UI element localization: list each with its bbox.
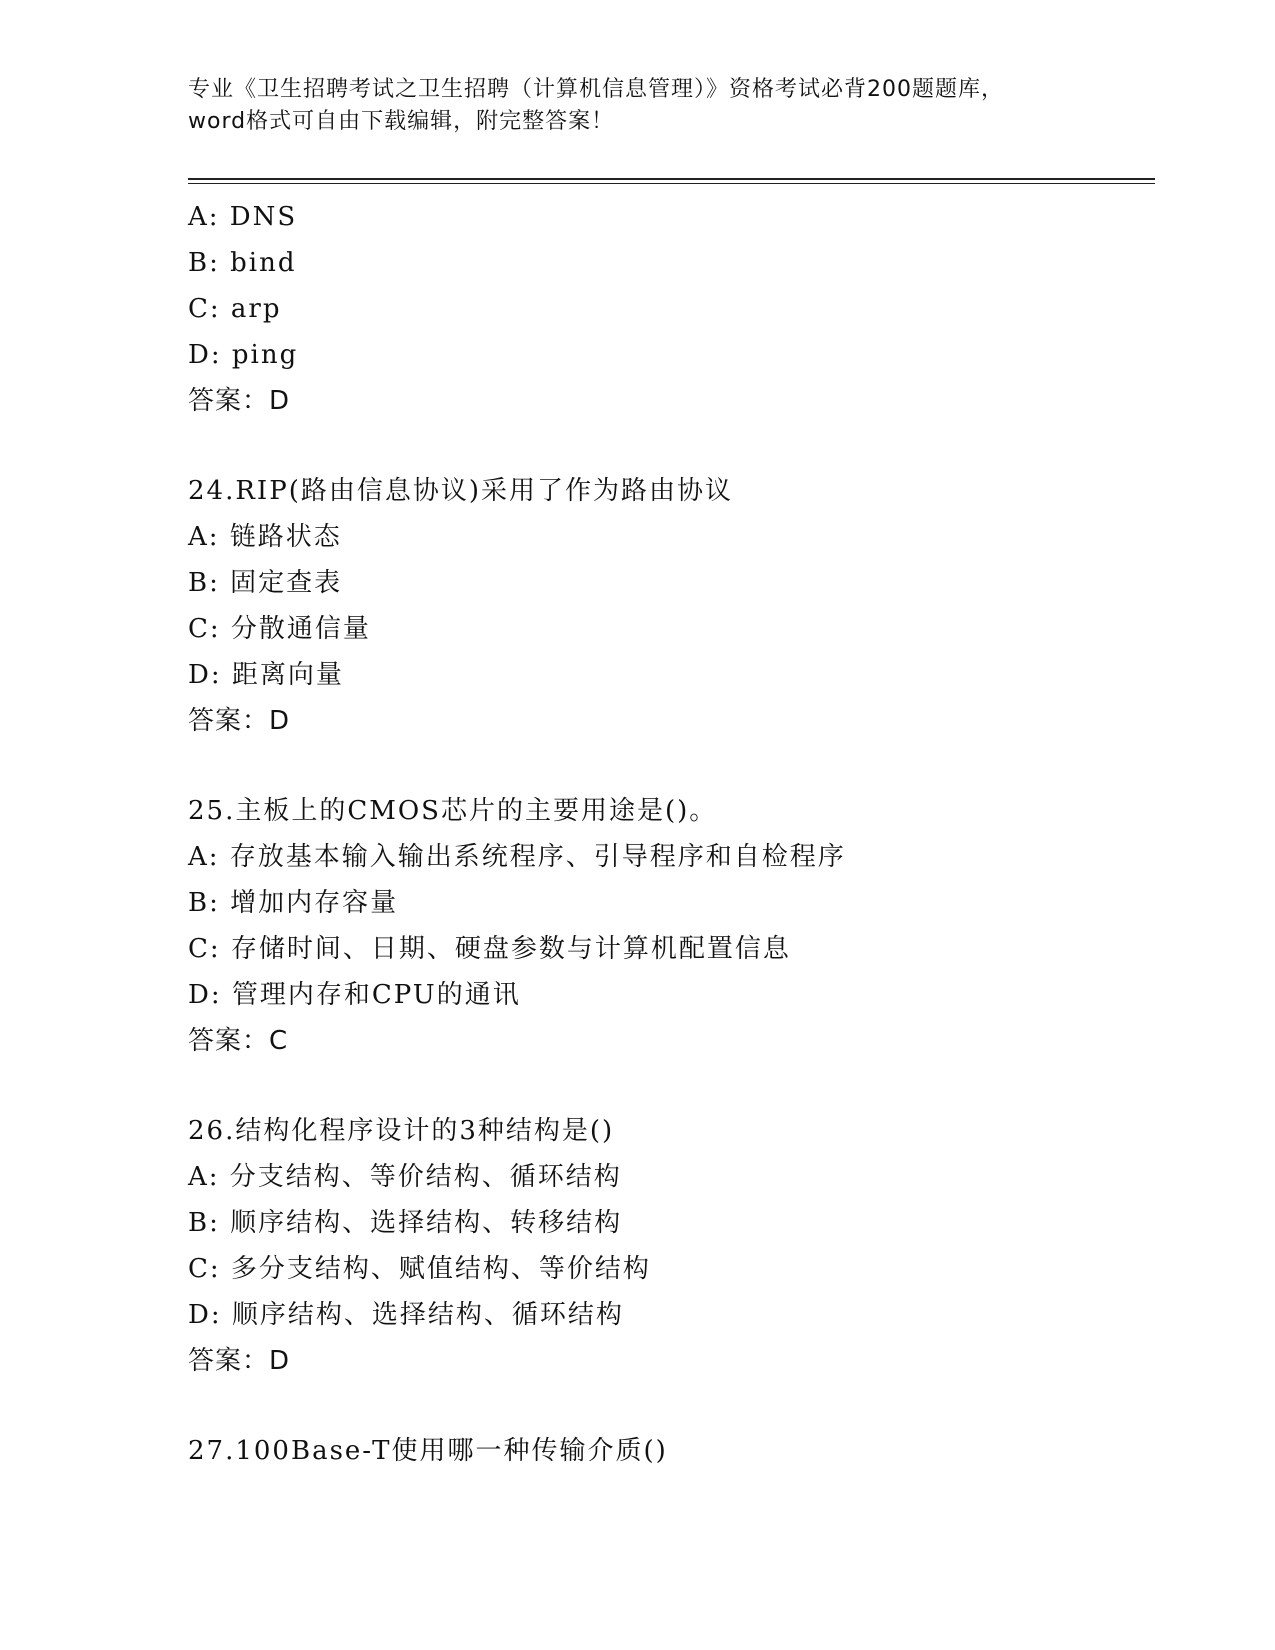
question-block bbox=[188, 1108, 1148, 1384]
option-c: C: 存储时间、日期、硬盘参数与计算机配置信息 bbox=[188, 934, 791, 964]
question-block bbox=[188, 468, 1148, 744]
document-header bbox=[188, 74, 1088, 138]
option-b: B: 顺序结构、选择结构、转移结构 bbox=[188, 1208, 623, 1238]
option-b: B: 固定查表 bbox=[188, 568, 343, 598]
option-d: D: 顺序结构、选择结构、循环结构 bbox=[188, 1300, 624, 1330]
block-spacer bbox=[188, 744, 1148, 788]
block-spacer bbox=[188, 424, 1148, 468]
question-text: 24.RIP(路由信息协议)采用了作为路由协议 bbox=[188, 476, 733, 506]
question-text: 27.100Base-T使用哪一种传输介质() bbox=[188, 1436, 668, 1466]
question-block bbox=[188, 194, 1148, 424]
option-d: D: 管理内存和CPU的通讯 bbox=[188, 980, 521, 1010]
question-block bbox=[188, 788, 1148, 1064]
option-a: A: 存放基本输入输出系统程序、引导程序和自检程序 bbox=[188, 842, 846, 872]
header-divider-thick bbox=[188, 178, 1155, 180]
option-b: B: bind bbox=[188, 248, 297, 278]
answer-line: 答案：D bbox=[188, 386, 291, 416]
option-a: A: DNS bbox=[188, 202, 298, 232]
option-c: C: arp bbox=[188, 294, 282, 324]
question-list bbox=[188, 194, 1148, 1474]
header-title-line1: 专业《卫生招聘考试之卫生招聘（计算机信息管理）》资格考试必背200题题库， bbox=[188, 77, 1004, 102]
option-b: B: 增加内存容量 bbox=[188, 888, 399, 918]
answer-line: 答案：C bbox=[188, 1026, 289, 1056]
question-block bbox=[188, 1428, 1148, 1474]
header-divider-thin bbox=[188, 183, 1155, 184]
block-spacer bbox=[188, 1064, 1148, 1108]
header-title-line2: word格式可自由下载编辑，附完整答案！ bbox=[188, 109, 615, 134]
block-spacer bbox=[188, 1384, 1148, 1428]
option-d: D: ping bbox=[188, 340, 299, 370]
question-text: 26.结构化程序设计的3种结构是() bbox=[188, 1116, 615, 1146]
option-c: C: 分散通信量 bbox=[188, 614, 371, 644]
answer-line: 答案：D bbox=[188, 706, 291, 736]
answer-line: 答案：D bbox=[188, 1346, 291, 1376]
option-a: A: 分支结构、等价结构、循环结构 bbox=[188, 1162, 622, 1192]
option-d: D: 距离向量 bbox=[188, 660, 344, 690]
option-a: A: 链路状态 bbox=[188, 522, 342, 552]
question-text: 25.主板上的CMOS芯片的主要用途是()。 bbox=[188, 796, 718, 826]
option-c: C: 多分支结构、赋值结构、等价结构 bbox=[188, 1254, 651, 1284]
